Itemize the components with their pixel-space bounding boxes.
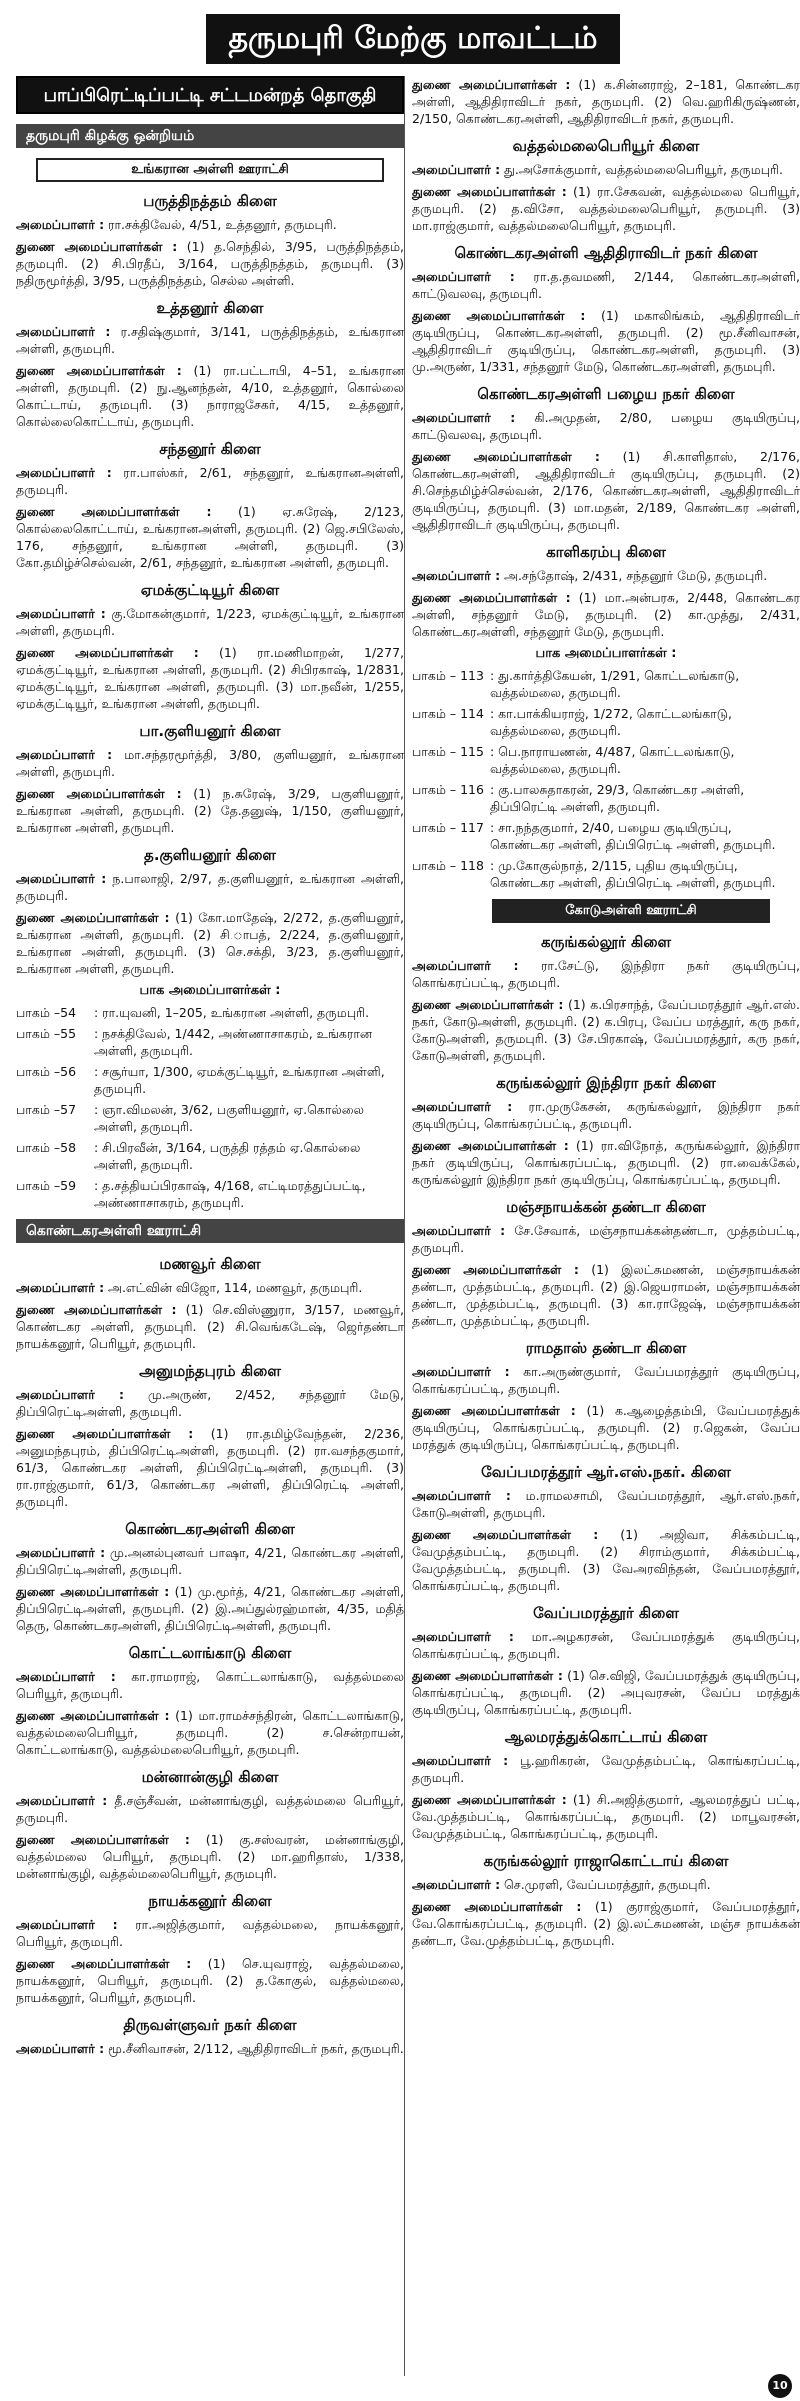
branch-list xyxy=(412,135,800,640)
member-entry xyxy=(412,1261,800,1329)
role-label: துணை அமைப்பாளர்கள் : xyxy=(412,308,586,323)
member-details: ரா.த.தவமணி, 2/144, கொண்டகரஅள்ளி, காட்டுவலவு, தருமபுரி. xyxy=(412,269,800,301)
bagam-member: : சா.நந்தகுமார், 2/40, பழைய குடியிருப்பு, கொண்டகர அள்ளி, திப்பிரெட்டி அள்ளி, தருமபுரி. xyxy=(490,820,776,852)
member-entry xyxy=(412,409,800,443)
bagam-row xyxy=(16,1177,404,1211)
member-entry xyxy=(16,1386,404,1420)
member-details: (1) க.சின்னராஜ், 2–181, கொண்டகர அள்ளி, ஆதிதிராவிடர் நகர், தருமபுரி. (2) வெ.ஹரிகிருஷ்ணன், 2/150, கொண்டகரஅள்ளி, ஆதிதிராவிடர் நகர், தருமபுரி. xyxy=(412,77,800,126)
member-entry xyxy=(16,746,404,780)
branch-title: வேப்பமரத்தூர் கிளை xyxy=(533,1604,679,1622)
member-entry xyxy=(16,464,404,498)
member-entry xyxy=(412,567,800,584)
branch-title: வேப்பமரத்தூர் ஆர்.எஸ்.நகர். கிளை xyxy=(481,1463,731,1481)
role-label: அமைப்பாளர் : xyxy=(16,1387,125,1402)
role-label: துணை அமைப்பாளர்கள் : xyxy=(412,1792,567,1807)
role-label: துணை அமைப்பாளர்கள் : xyxy=(16,504,212,519)
role-label: அமைப்பாளர் : xyxy=(412,1364,510,1379)
bagam-row xyxy=(412,857,800,891)
bagam-row xyxy=(16,1063,404,1097)
member-entry xyxy=(16,238,404,289)
member-details: (1) க.ஆழைத்தம்பி, வேப்பமரத்துக் குடியிருப்பு, கொங்கரப்பட்டி, தருமபுரி. (2) ர.ஜெகன், வேப்ப மரத்துக் குடியிருப்பு, கொங்கரப்பட்டி, தருமபுரி. xyxy=(412,1403,800,1452)
branch-title: மணவூர் கிளை xyxy=(159,1255,261,1273)
role-label: துணை அமைப்பாளர்கள் : xyxy=(16,645,199,660)
branch-title: காளிகரம்பு கிளை xyxy=(546,543,666,561)
branch-title: கொண்டகரஅள்ளி கிளை xyxy=(125,1520,295,1538)
member-details: (1) இலட்சுமணன், மஞ்சநாயக்கன் தண்டா, முத்தம்பட்டி, தருமபுரி. (2) இ.ஜெயராமன், மஞ்சநாயக்கன் தண்டா, முத்தம்பட்டி, தருமபுரி. (3) கா.ராஜேஷ், மஞ்சநாயக்கன் தண்டா, முத்தம்பட்டி, தருமபுரி. xyxy=(412,1262,800,1328)
member-details: (1) ரா.தமிழ்வேந்தன், 2/236, அனுமந்தபுரம், திப்பிரெட்டிஅள்ளி, தருமபுரி. (2) ரா.வசந்தகுமார், 61/3, கொண்டகர அள்ளி, திப்பிரெட்டிஅள்ளி, தருமபுரி. (3) ரா.ராஜ்குமார், 61/3, கொண்டகர அள்ளி, திப்பிரெட்டி அள்ளி, தருமபுரி. xyxy=(16,1426,404,1509)
bagam-number: பாகம் –59 xyxy=(16,1178,77,1193)
member-details: ந.பாலாஜி, 2/97, த.குளியனூர், உங்கரான அள்ளி, தருமபுரி. xyxy=(16,871,404,903)
branch-title: த.குளியனூர் கிளை xyxy=(144,846,276,864)
member-entry xyxy=(412,1898,800,1949)
role-label: துணை அமைப்பாளர்கள் : xyxy=(412,77,571,92)
branch-title: பா.குளியனூர் கிளை xyxy=(139,722,281,740)
branch-title: கொண்டகரஅள்ளி ஆதிதிராவிடர் நகர் கிளை xyxy=(454,244,758,262)
panchayat-title: கோடுஅள்ளி ஊராட்சி xyxy=(492,899,770,923)
bagam-number: பாகம் – 118 xyxy=(412,858,484,873)
role-label: அமைப்பாளர் : xyxy=(412,269,515,284)
member-entry xyxy=(412,268,800,302)
role-label: அமைப்பாளர் : xyxy=(16,2041,105,2056)
bagam-member: : கா.பாக்கியராஜ், 1/272, கொட்டலங்காடு, வத்தல்மலை, தருமபுரி. xyxy=(490,706,732,738)
branch-title: வத்தல்மலைபெரியூர் கிளை xyxy=(512,137,700,155)
member-entry xyxy=(412,1402,800,1453)
member-entry xyxy=(412,1098,800,1132)
member-details: (1) மகாலிங்கம், ஆதிதிராவிடர் குடியிருப்பு, கொண்டகரஅள்ளி, தருமபுரி. (2) மூ.சீனிவாசன், ஆதிதிராவிடர் குடியிருப்பு, கொண்டகரஅள்ளி, தருமபுரி. (3) மு.அருண், 1/331, சந்தனூர் மேடு, கொண்டகரஅள்ளி, தருமபுரி. xyxy=(412,308,800,374)
role-label: துணை அமைப்பாளர்கள் : xyxy=(412,590,571,605)
role-label: அமைப்பாளர் : xyxy=(412,1488,511,1503)
role-label: அமைப்பாளர் : xyxy=(412,1099,513,1114)
member-entry xyxy=(412,1363,800,1397)
member-details: (1) மா.ராமச்சந்திரன், கொட்டலாங்காடு, வத்தல்மலைபெரியூர், தருமபுரி. (2) ச.சென்றாயன், கொட்டலாங்காடு, வத்தல்மலைபெரியூர், தருமபுரி. xyxy=(16,1708,404,1757)
role-label: அமைப்பாளர் : xyxy=(16,606,106,621)
branch-title: கருங்கல்லூர் ராஜாகொட்டாய் கிளை xyxy=(483,1852,729,1870)
role-label: துணை அமைப்பாளர்கள் : xyxy=(412,1262,579,1277)
role-label: அமைப்பாளர் : xyxy=(412,568,501,583)
member-entry xyxy=(16,870,404,904)
member-details: கா.அருண்குமார், வேப்பமரத்தூர் குடியிருப்பு, கொங்கரப்பட்டி, தருமபுரி. xyxy=(412,1364,800,1396)
bagam-number: பாகம் – 116 xyxy=(412,782,484,797)
member-entry xyxy=(16,1916,404,1950)
role-label: துணை அமைப்பாளர்கள் : xyxy=(412,1899,582,1914)
role-label: துணை அமைப்பாளர்கள் : xyxy=(16,239,178,254)
bagam-number: பாகம் –55 xyxy=(16,1026,77,1041)
member-entry xyxy=(16,1425,404,1510)
role-label: அமைப்பாளர் : xyxy=(16,1280,105,1295)
role-label: அமைப்பாளர் : xyxy=(16,871,107,886)
member-details: ரா.முருகேசன், கருங்கல்லூர், இந்திரா நகர் குடியிருப்பு, கொங்கரப்பட்டி, தருமபுரி. xyxy=(412,1099,800,1131)
member-details: (1) க.பிரசாந்த், வேப்பமரத்தூர் ஆர்.எஸ். நகர், கோடுஅள்ளி, தருமபுரி. (2) க.பிரபு, வேப்ப மரத்தூர், கரு நகர், கோடுஅள்ளி, தருமபுரி. (3) சே.பிரகாஷ், வேப்பமரத்தூர், கரு நகர், கோடுஅள்ளி, தருமபுரி. xyxy=(412,997,800,1063)
bagam-member: : சசூர்யா, 1/300, ஏமக்குட்டியூர், உங்கரான அள்ளி, தருமபுரி. xyxy=(94,1064,385,1096)
member-details: மா.சந்தரமூர்த்தி, 3/80, குளியனூர், உங்கரான அள்ளி, தருமபுரி. xyxy=(16,747,405,779)
role-label: அமைப்பாளர் : xyxy=(412,1629,514,1644)
bagam-list xyxy=(16,1004,404,1211)
member-entry xyxy=(412,1791,800,1842)
branch-title: கருங்கல்லூர் இந்திரா நகர் கிளை xyxy=(496,1074,716,1092)
member-details: (1) மு.மூர்த், 4/21, கொண்டகர அள்ளி, திப்பிரெட்டிஅள்ளி, தருமபுரி. (2) இ.அப்துல்ரஹ்மான், 4/35, மதித் தெரு, கொண்டகரஅள்ளி, திப்பிரெட்டிஅள்ளி, தருமபுரி. xyxy=(16,1584,404,1633)
bagam-number: பாகம் –58 xyxy=(16,1140,77,1155)
member-entry xyxy=(16,1301,404,1352)
bagam-member: : ரா.யுவனி, 1–205, உங்கரான அள்ளி, தருமபுரி. xyxy=(94,1005,370,1020)
role-label: அமைப்பாளர் : xyxy=(412,410,516,425)
role-label: துணை அமைப்பாளர்கள் : xyxy=(412,1668,563,1683)
member-entry xyxy=(412,1752,800,1786)
role-label: அமைப்பாளர் : xyxy=(412,1877,501,1892)
bagam-row xyxy=(412,705,800,739)
role-label: துணை அமைப்பாளர்கள் : xyxy=(16,1426,194,1441)
member-details: அ.சந்தோஷ், 2/431, சந்தனூர் மேடு, தருமபுரி. xyxy=(500,568,768,583)
member-details: (1) குராஜ்குமார், வேப்பமரத்தூர், வே.கொங்கரப்பட்டி, தருமபுரி. (2) இ.லட்சுமணன், மஞ்ச நாயக்கன் தண்டா, வே.முத்தம்பட்டி, தருமபுரி. xyxy=(412,1899,800,1948)
role-label: அமைப்பாளர் : xyxy=(16,747,113,762)
bagam-member: : ஞா.விமலன், 3/62, பகுளியனூர், ஏ.கொல்லை அள்ளி, தருமபுரி. xyxy=(94,1102,364,1134)
bagam-member: : பெ.நாராயணன், 4/487, கொட்டலங்காடு, வத்தல்மலை, தருமபுரி. xyxy=(490,744,735,776)
bagam-number: பாகம் –54 xyxy=(16,1005,77,1020)
bagam-number: பாகம் – 113 xyxy=(412,668,484,683)
branch-title: அனுமந்தபுரம் கிளை xyxy=(139,1362,281,1380)
member-details: (1) த.செந்தில், 3/95, பருத்திநத்தம், தருமபுரி. (2) சி.பிரதீப், 3/164, பருத்திநத்தம், தருமபுரி. (3) நதிருமூர்த்தி, 3/95, பருத்திநத்தம், செல்ல அள்ளி. xyxy=(16,239,404,288)
member-entry xyxy=(412,161,800,178)
member-entry xyxy=(412,1526,800,1594)
member-details: மூ.சீனிவாசன், 2/112, ஆதிதிராவிடர் நகர், தருமபுரி. xyxy=(104,2041,404,2056)
left-column xyxy=(16,76,404,2062)
member-entry xyxy=(412,448,800,533)
member-details: மா.அழகரசன், வேப்பமரத்துக் குடியிருப்பு, கொங்கரப்பட்டி, தருமபுரி. xyxy=(412,1629,800,1661)
member-entry xyxy=(412,957,800,991)
role-label: அமைப்பாளர் : xyxy=(16,324,111,339)
member-entry xyxy=(16,216,404,233)
bagam-row xyxy=(412,781,800,815)
role-label: துணை அமைப்பாளர்கள் : xyxy=(16,1584,170,1599)
role-label: அமைப்பாளர் : xyxy=(412,1753,509,1768)
member-details: மு.அனல்புனவர் பாஷா, 4/21, கொண்டகர அள்ளி, திப்பிரெட்டிஅள்ளி, தருமபுரி. xyxy=(16,1545,404,1577)
branch-list xyxy=(412,931,800,1949)
member-entry xyxy=(16,605,404,639)
member-details: அ.எட்வின் விஜோ, 114, மணவூர், தருமபுரி. xyxy=(104,1280,363,1295)
bagam-row xyxy=(412,819,800,853)
member-details: (1) ரா.மணிமாறன், 1/277, ஏமக்குட்டியூர், உங்கரான அள்ளி, தருமபுரி. (2) சிபிரகாஷ், 1/2831, ஏமக்குட்டியூர், உங்கரான அள்ளி, தருமபுரி. (3) மா.நவீன், 1/255, ஏமக்குட்டியூர், உங்கரான அள்ளி, தருமபுரி. xyxy=(16,645,404,711)
bagam-heading: பாக அமைப்பாளர்கள் : xyxy=(139,983,281,998)
role-label: துணை அமைப்பாளர்கள் : xyxy=(412,997,564,1012)
bagam-number: பாகம் – 114 xyxy=(412,706,484,721)
role-label: அமைப்பாளர் : xyxy=(16,1793,108,1808)
role-label: அமைப்பாளர் : xyxy=(412,162,501,177)
member-details: செ.முரளி, வேப்பமரத்தூர், தருமபுரி. xyxy=(500,1877,711,1892)
bagam-member: : கு.பாலசுதாகரன், 29/3, கொண்டகர அள்ளி, திப்பிரெட்டி அள்ளி, தருமபுரி. xyxy=(490,782,745,814)
bagam-number: பாகம் – 115 xyxy=(412,744,484,759)
branch-title: ஆலமரத்துக்கொட்டாய் கிளை xyxy=(504,1728,708,1746)
role-label: துணை அமைப்பாளர்கள் : xyxy=(16,1956,192,1971)
member-details: ரா.பாஸ்கர், 2/61, சந்தனூர், உங்கரானஅள்ளி, தருமபுரி. xyxy=(16,465,404,497)
panchayat-title: கொண்டகரஅள்ளி ஊராட்சி xyxy=(16,1219,404,1243)
role-label: துணை அமைப்பாளர்கள் : xyxy=(412,449,600,464)
branch-title: சந்தனூர் கிளை xyxy=(159,440,261,458)
member-details: ம.ராமலசாமி, வேப்பமரத்தூர், ஆர்.எஸ்.நகர், கோடுஅள்ளி, தருமபுரி. xyxy=(412,1488,800,1520)
bagam-member: : மு.கோகுல்நாத், 2/115, புதிய குடியிருப்பு, கொண்டகர அள்ளி, திப்பிரெட்டி அள்ளி, தருமபுரி. xyxy=(490,858,776,890)
role-label: துணை அமைப்பாளர்கள் : xyxy=(16,1832,190,1847)
role-label: அமைப்பாளர் : xyxy=(16,1669,116,1684)
bagam-row xyxy=(16,1025,404,1059)
member-entry xyxy=(16,785,404,836)
member-entry xyxy=(412,1137,800,1188)
member-details: (1) செ.விஜி, வேப்பமரத்துக் குடியிருப்பு, கொங்கரப்பட்டி, தருமபுரி. (2) அபுவரசன், வேப்ப மரத்துக் குடியிருப்பு, கொங்கரப்பட்டி, தருமபுரி. xyxy=(412,1668,800,1717)
member-details: மு.அருண், 2/452, சந்தனூர் மேடு, திப்பிரெட்டிஅள்ளி, தருமபுரி. xyxy=(16,1387,404,1419)
branch-title: ராமதாஸ் தண்டா கிளை xyxy=(525,1339,687,1357)
member-details: ர.சதிஷ்குமார், 3/141, பருத்திநத்தம், உங்கரான அள்ளி, தருமபுரி. xyxy=(16,324,404,356)
panchayat-title: உங்கரான அள்ளி ஊராட்சி xyxy=(36,158,384,182)
member-details: து.அசோக்குமார், வத்தல்மலைபெரியூர், தருமபுரி. xyxy=(500,162,784,177)
member-entry xyxy=(412,76,800,127)
member-entry xyxy=(412,996,800,1064)
bagam-number: பாகம் –57 xyxy=(16,1102,77,1117)
role-label: அமைப்பாளர் : xyxy=(16,465,112,480)
role-label: துணை அமைப்பாளர்கள் : xyxy=(412,184,567,199)
member-details: பூ.ஹரிகரன், வேமுத்தம்பட்டி, கொங்கரப்பட்டி, தருமபுரி. xyxy=(412,1753,800,1785)
branch-list xyxy=(16,190,404,977)
branch-title: நாயக்கனூர் கிளை xyxy=(148,1892,272,1910)
member-entry xyxy=(412,307,800,375)
role-label: அமைப்பாளர் : xyxy=(16,217,105,232)
member-details: தீ.சஞ்சீவன், மன்னாங்குழி, வத்தல்மலை பெரியூர், தருமபுரி. xyxy=(16,1793,404,1825)
member-details: (1) மா.அன்பரசு, 2/448, கொண்டகர அள்ளி, சந்தனூர் மேடு, தருமபுரி. (2) கா.முத்து, 2/431, கொண்டகரஅள்ளி, சந்தனூர் மேடு, தருமபுரி. xyxy=(412,590,800,639)
role-label: அமைப்பாளர் : xyxy=(412,958,519,973)
role-label: துணை அமைப்பாளர்கள் : xyxy=(16,1708,170,1723)
member-entry xyxy=(16,1668,404,1702)
bagam-member: : து.கார்த்திகேயன், 1/291, கொட்டலங்காடு, வத்தல்மலை, தருமபுரி. xyxy=(490,668,740,700)
member-entry xyxy=(16,1831,404,1882)
bagam-number: பாகம் – 117 xyxy=(412,820,484,835)
member-entry xyxy=(412,183,800,234)
bagam-row xyxy=(16,1101,404,1135)
bagam-heading: பாக அமைப்பாளர்கள் : xyxy=(535,646,677,661)
branch-title: மஞ்சநாயக்கன் தண்டா கிளை xyxy=(506,1198,706,1216)
member-details: (1) சி.காளிதாஸ், 2/176, கொண்டகரஅள்ளி, ஆதிதிராவிடர் குடியிருப்பு, தருமபுரி. (2) சி.செந்தமிழ்ச்செல்வன், 2/176, கொண்டகரஅள்ளி, ஆதிதிராவிடர் குடியிருப்பு, தருமபுரி. (3) மா.மதன், 2/189, கொண்டகர அள்ளி, ஆதிதிராவிடர் குடியிருப்பு, தருமபுரி. xyxy=(412,449,800,532)
member-entry xyxy=(16,503,404,571)
right-column xyxy=(412,76,800,1954)
branch-title: கொட்டலாங்காடு கிளை xyxy=(128,1644,292,1662)
member-entry xyxy=(16,909,404,977)
role-label: துணை அமைப்பாளர்கள் : xyxy=(16,786,182,801)
union-title: தருமபுரி கிழக்கு ஒன்றியம் xyxy=(16,124,404,148)
member-details: (1) சி.அஜித்குமார், ஆலமரத்துப் பட்டி, வே.முத்தம்பட்டி, கொங்கரப்பட்டி, தருமபுரி. (2) மாபூவரசன், வேமுத்தம்பட்டி, கொங்கரப்பட்டி, தருமபுரி. xyxy=(412,1792,800,1841)
role-label: அமைப்பாளர் : xyxy=(16,1917,118,1932)
column-divider xyxy=(404,76,405,2376)
member-details: (1) செ.விஸ்ணுரா, 3/157, மணவூர், கொண்டகர அள்ளி, தருமபுரி. (2) சி.வெங்கடேஷ், ஜெர்தண்டா நாயக்கனூர், பெரியூர், தருமபுரி. xyxy=(16,1302,404,1351)
member-entry xyxy=(16,1707,404,1758)
member-details: (1) ரா.சேகவன், வத்தல்மலை பெரியூர், தருமபுரி. (2) த.விசோ, வத்தல்மலைபெரியூர், தருமபுரி. (3) மா.ராஜ்குமார், வத்தல்மலைபெரியூர், தருமபுரி. xyxy=(412,184,800,233)
member-details: (1) செ.யுவராஜ், வத்தல்மலை, நாயக்கனூர், பெரியூர், தருமபுரி. (2) த.கோகுல், வத்தல்மலை, நாயக்கனூர், பெரியூர், தருமபுரி. xyxy=(16,1956,404,2005)
member-entry xyxy=(16,362,404,430)
member-entry xyxy=(412,1876,800,1893)
member-entry xyxy=(412,1222,800,1256)
branch-title: பருத்திநத்தம் கிளை xyxy=(143,192,277,210)
branch-title: மன்னான்குழி கிளை xyxy=(141,1768,279,1786)
bagam-member: : சி.பிரவீன், 3/164, பருத்தி ரத்தம் ஏ.கொல்லை அள்ளி, தருமபுரி. xyxy=(94,1140,361,1172)
bagam-member: : நசக்திவேல், 1/442, அண்ணாசாகரம், உங்கரான அள்ளி, தருமபுரி. xyxy=(94,1026,373,1058)
member-entry xyxy=(412,1667,800,1718)
role-label: துணை அமைப்பாளர்கள் : xyxy=(16,910,170,925)
member-details: கு.மோகன்குமார், 1/223, ஏமக்குட்டியூர், உங்கரான அள்ளி, தருமபுரி. xyxy=(16,606,404,638)
role-label: துணை அமைப்பாளர்கள் : xyxy=(412,1527,599,1542)
branch-title: கருங்கல்லூர் கிளை xyxy=(540,933,672,951)
bagam-list xyxy=(412,667,800,891)
bagam-row xyxy=(16,1004,404,1021)
member-details: ரா.அஜித்குமார், வத்தல்மலை, நாயக்கனூர், பெரியூர், தருமபுரி. xyxy=(16,1917,404,1949)
branch-list xyxy=(16,1253,404,2057)
member-entry xyxy=(16,323,404,357)
member-details: கி.அமுதன், 2/80, பழைய குடியிருப்பு, காட்டுவலவு, தருமபுரி. xyxy=(412,410,800,442)
role-label: துணை அமைப்பாளர்கள் : xyxy=(16,1302,177,1317)
member-details: (1) கு.சஸ்வரன், மன்னாங்குழி, வத்தல்மலை பெரியூர், தருமபுரி. (2) மா.ஹரிதாஸ், 1/338, மன்னாங்குழி, வத்தல்மலைபெரியூர், தருமபுரி. xyxy=(16,1832,404,1881)
bagam-number: பாகம் –56 xyxy=(16,1064,77,1079)
bagam-row xyxy=(412,743,800,777)
member-entry xyxy=(16,1955,404,2006)
member-entry xyxy=(16,1544,404,1578)
member-details: ரா.சேட்டு, இந்திரா நகர் குடியிருப்பு, கொங்கரப்பட்டி, தருமபுரி. xyxy=(412,958,800,990)
district-banner: தருமபுரி மேற்கு மாவட்டம் xyxy=(206,14,620,64)
intro-block xyxy=(412,76,800,127)
member-details: ரா.சக்திவேல், 4/51, உத்தனூர், தருமபுரி. xyxy=(104,217,337,232)
member-details: கா.ராமராஜ், கொட்டலாங்காடு, வத்தல்மலை பெரியூர், தருமபுரி. xyxy=(16,1669,404,1701)
member-details: (1) ஏ.சுரேஷ், 2/123, கொல்லைகொட்டாய், உங்கரானஅள்ளி, தருமபுரி. (2) ஜெ.சபிலேஸ், 176, சந்தனூர், உங்கரான அள்ளி, தருமபுரி. (3) கோ.தமிழ்ச்செல்வன், 2/61, சந்தனூர், உங்கரான அள்ளி, தருமபுரி. xyxy=(16,504,404,570)
member-details: (1) ரா.விநோத், கருங்கல்லூர், இந்திரா நகர் குடியிருப்பு, கொங்கரப்பட்டி, தருமபுரி. (2) ரா.வைக்கேல், கருங்கல்லூர் இந்திரா நகர் குடியிருப்பு, கொங்கரப்பட்டி, தருமபுரி. xyxy=(412,1138,800,1187)
member-entry xyxy=(412,589,800,640)
branch-title: ஏமக்குட்டியூர் கிளை xyxy=(140,581,280,599)
page-number: 10 xyxy=(768,2374,792,2398)
branch-title: கொண்டகரஅள்ளி பழைய நகர் கிளை xyxy=(477,385,735,403)
constituency-title: பாப்பிரெட்டிப்பட்டி சட்டமன்றத் தொகுதி xyxy=(16,76,404,114)
member-entry xyxy=(16,644,404,712)
member-details: சே.சேவாக், மஞ்சநாயக்கன்தண்டா, முத்தம்பட்டி, தருமபுரி. xyxy=(412,1223,800,1255)
branch-title: உத்தனூர் கிளை xyxy=(156,299,264,317)
member-entry xyxy=(16,1279,404,1296)
role-label: துணை அமைப்பாளர்கள் : xyxy=(16,363,182,378)
member-details: (1) கோ.மாதேஷ், 2/272, த.குளியனூர், உங்கரான அள்ளி, தருமபுரி. (2) சி.ாபத், 2/224, த.குளியனூர், உங்கரான அள்ளி, தருமபுரி. (3) செ.சக்தி, 3/23, த.குளியனூர், உங்கரான அள்ளி, தருமபுரி. xyxy=(16,910,404,976)
bagam-row xyxy=(16,1139,404,1173)
member-entry xyxy=(412,1487,800,1521)
role-label: அமைப்பாளர் : xyxy=(412,1223,506,1238)
member-details: (1) ரா.பட்டாபி, 4–51, உங்கரான அள்ளி, தருமபுரி. (2) நு.ஆனந்தன், 4/10, உத்தனூர், கொல்லை கொட்டாய், தருமபுரி. (3) நாராஜசேகர், 4/15, உத்தனூர், கொல்லைகொட்டாய், தருமபுரி. xyxy=(16,363,404,429)
bagam-row xyxy=(412,667,800,701)
member-entry xyxy=(412,1628,800,1662)
role-label: துணை அமைப்பாளர்கள் : xyxy=(412,1403,576,1418)
bagam-member: : த.சத்தியப்பிரகாஷ், 4/168, எட்டிமரத்துப்பட்டி, அண்ணாசாகரம், தருமபுரி. xyxy=(94,1178,366,1210)
role-label: துணை அமைப்பாளர்கள் : xyxy=(412,1138,569,1153)
member-entry xyxy=(16,2040,404,2057)
member-entry xyxy=(16,1792,404,1826)
branch-title: திருவள்ளுவர் நகர் கிளை xyxy=(123,2016,297,2034)
role-label: அமைப்பாளர் : xyxy=(16,1545,106,1560)
member-entry xyxy=(16,1583,404,1634)
member-details: (1) ந.சுரேஷ், 3/29, பகுளியனூர், உங்கரான அள்ளி, தருமபுரி. (2) தே.தனுஷ், 1/150, குளியனூர், உங்கரான அள்ளி, தருமபுரி. xyxy=(16,786,404,835)
member-details: (1) அஜிவா, சிக்கம்பட்டி, வேமுத்தம்பட்டி, தருமபுரி. (2) சிராம்குமார், சிக்கம்பட்டி, வேமுத்தம்பட்டி, தருமபுரி. (3) வேஅரவிந்தன், வேப்பமரத்தூர், கொங்கரப்பட்டி, தருமபுரி. xyxy=(412,1527,800,1593)
